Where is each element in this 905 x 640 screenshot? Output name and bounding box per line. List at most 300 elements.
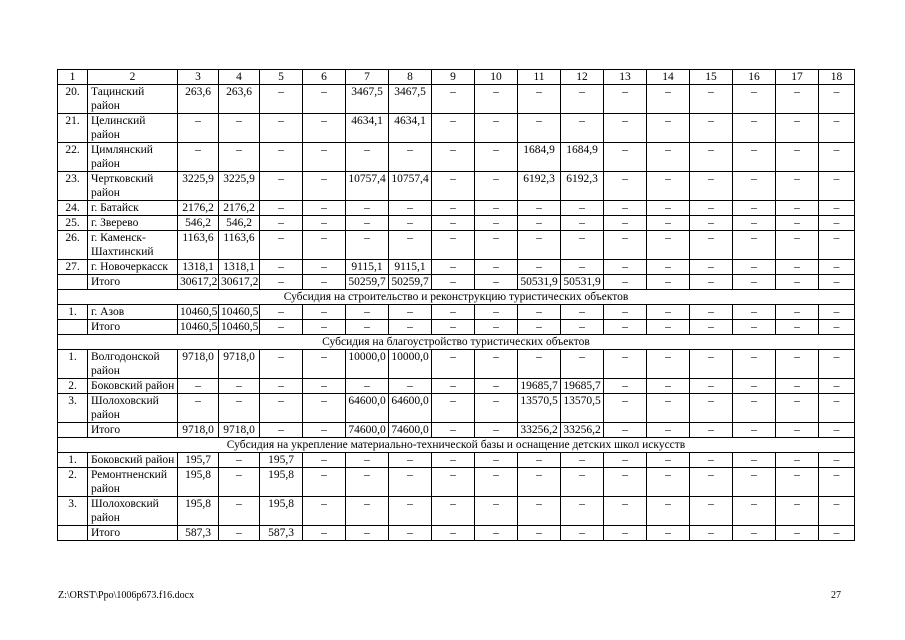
value-cell: 3467,5	[389, 85, 432, 114]
value-cell: –	[690, 468, 733, 497]
value-cell: –	[647, 172, 690, 201]
row-number: 2.	[58, 468, 88, 497]
value-cell: –	[733, 172, 776, 201]
row-number: 22.	[58, 143, 88, 172]
value-cell: –	[389, 453, 432, 468]
row-number: 20.	[58, 85, 88, 114]
value-cell: –	[432, 260, 475, 275]
value-cell: –	[561, 216, 604, 231]
value-cell: –	[260, 275, 303, 290]
row-number: 27.	[58, 260, 88, 275]
value-cell: –	[346, 468, 389, 497]
value-cell: –	[604, 320, 647, 335]
municipality-name: Итого	[88, 526, 178, 541]
value-cell: 50259,7	[389, 275, 432, 290]
value-cell: –	[219, 497, 260, 526]
header-cell: 9	[432, 70, 475, 85]
value-cell: 9718,0	[219, 423, 260, 438]
value-cell: –	[604, 379, 647, 394]
value-cell: –	[475, 350, 518, 379]
header-cell: 4	[219, 70, 260, 85]
value-cell: –	[561, 201, 604, 216]
value-cell: –	[776, 172, 819, 201]
value-cell: –	[518, 320, 561, 335]
value-cell: 30617,2	[219, 275, 260, 290]
row-number: 26.	[58, 231, 88, 260]
value-cell: 195,8	[178, 497, 219, 526]
value-cell: –	[178, 143, 219, 172]
value-cell: –	[690, 201, 733, 216]
value-cell: –	[690, 497, 733, 526]
value-cell: 13570,5	[518, 394, 561, 423]
header-cell: 13	[604, 70, 647, 85]
header-cell: 17	[776, 70, 819, 85]
value-cell: –	[733, 275, 776, 290]
municipality-name: Волгодонской район	[88, 350, 178, 379]
value-cell: –	[819, 85, 855, 114]
value-cell: –	[432, 526, 475, 541]
value-cell: –	[303, 497, 346, 526]
value-cell: 195,8	[260, 497, 303, 526]
value-cell: –	[776, 260, 819, 275]
row-number: 25.	[58, 216, 88, 231]
value-cell: –	[475, 143, 518, 172]
value-cell: –	[518, 497, 561, 526]
value-cell: 587,3	[260, 526, 303, 541]
value-cell: –	[346, 526, 389, 541]
value-cell: –	[303, 275, 346, 290]
municipality-name: Шолоховский район	[88, 394, 178, 423]
value-cell: –	[561, 305, 604, 320]
value-cell: –	[219, 114, 260, 143]
row-number	[58, 275, 88, 290]
value-cell: –	[303, 394, 346, 423]
value-cell: 195,7	[178, 453, 219, 468]
value-cell: –	[518, 468, 561, 497]
value-cell: –	[346, 305, 389, 320]
value-cell: –	[432, 423, 475, 438]
value-cell: –	[475, 526, 518, 541]
value-cell: 9115,1	[389, 260, 432, 275]
table-row	[58, 350, 855, 379]
header-row	[58, 70, 855, 85]
value-cell: –	[219, 526, 260, 541]
value-cell: –	[561, 453, 604, 468]
value-cell: –	[260, 305, 303, 320]
footer-file-path: Z:\ORST\Ppo\1006p673.f16.docx	[58, 590, 195, 601]
value-cell: –	[432, 379, 475, 394]
value-cell: –	[819, 453, 855, 468]
value-cell: 263,6	[178, 85, 219, 114]
value-cell: –	[819, 423, 855, 438]
value-cell: –	[475, 320, 518, 335]
section-header-row	[58, 335, 855, 350]
table-row	[58, 453, 855, 468]
value-cell: 263,6	[219, 85, 260, 114]
table-row	[58, 85, 855, 114]
value-cell: –	[733, 260, 776, 275]
value-cell: –	[776, 231, 819, 260]
header-cell: 18	[819, 70, 855, 85]
header-cell: 12	[561, 70, 604, 85]
section-header-row	[58, 438, 855, 453]
value-cell: –	[604, 350, 647, 379]
value-cell: 10000,0	[389, 350, 432, 379]
value-cell: –	[475, 497, 518, 526]
value-cell: –	[475, 468, 518, 497]
value-cell: –	[819, 275, 855, 290]
value-cell: –	[475, 305, 518, 320]
value-cell: 64600,0	[346, 394, 389, 423]
value-cell: –	[819, 114, 855, 143]
value-cell: –	[819, 497, 855, 526]
value-cell: –	[303, 350, 346, 379]
value-cell: –	[776, 305, 819, 320]
section-title: Субсидия на благоустройство туристических объектов	[58, 335, 855, 350]
value-cell: –	[475, 453, 518, 468]
value-cell: –	[219, 379, 260, 394]
municipality-name: Тацинский район	[88, 85, 178, 114]
value-cell: –	[690, 394, 733, 423]
value-cell: –	[303, 172, 346, 201]
value-cell: –	[647, 85, 690, 114]
value-cell: –	[819, 394, 855, 423]
value-cell: 10460,5	[219, 305, 260, 320]
value-cell: –	[776, 497, 819, 526]
value-cell: 9718,0	[178, 350, 219, 379]
municipality-name: Целинский район	[88, 114, 178, 143]
value-cell: 3225,9	[178, 172, 219, 201]
municipality-name: Цимлянский район	[88, 143, 178, 172]
value-cell: –	[389, 379, 432, 394]
value-cell: –	[303, 231, 346, 260]
value-cell: –	[346, 453, 389, 468]
value-cell: –	[647, 320, 690, 335]
value-cell: 1163,6	[219, 231, 260, 260]
value-cell: –	[690, 526, 733, 541]
value-cell: –	[303, 201, 346, 216]
value-cell: –	[178, 379, 219, 394]
value-cell: 9718,0	[178, 423, 219, 438]
value-cell: –	[647, 453, 690, 468]
value-cell: –	[604, 114, 647, 143]
value-cell: –	[260, 260, 303, 275]
value-cell: –	[690, 85, 733, 114]
municipality-name: Ремонтненский район	[88, 468, 178, 497]
value-cell: –	[219, 394, 260, 423]
value-cell: –	[518, 305, 561, 320]
header-cell: 2	[88, 70, 178, 85]
value-cell: –	[475, 201, 518, 216]
municipality-name: Боковский район	[88, 453, 178, 468]
value-cell: –	[776, 423, 819, 438]
value-cell: –	[303, 526, 346, 541]
value-cell: –	[219, 453, 260, 468]
value-cell: 3467,5	[346, 85, 389, 114]
value-cell: –	[346, 216, 389, 231]
value-cell: –	[690, 305, 733, 320]
value-cell: –	[690, 320, 733, 335]
value-cell: –	[776, 114, 819, 143]
value-cell: –	[561, 260, 604, 275]
value-cell: –	[518, 453, 561, 468]
value-cell: 195,7	[260, 453, 303, 468]
value-cell: –	[303, 143, 346, 172]
value-cell: –	[432, 275, 475, 290]
value-cell: –	[776, 201, 819, 216]
value-cell: –	[819, 201, 855, 216]
value-cell: –	[346, 201, 389, 216]
value-cell: –	[432, 143, 475, 172]
value-cell: –	[518, 201, 561, 216]
header-cell: 10	[475, 70, 518, 85]
value-cell: –	[819, 305, 855, 320]
value-cell: –	[518, 526, 561, 541]
value-cell: –	[303, 453, 346, 468]
value-cell: –	[604, 260, 647, 275]
value-cell: 10000,0	[346, 350, 389, 379]
municipality-name: Чертковский район	[88, 172, 178, 201]
value-cell: 2176,2	[178, 201, 219, 216]
value-cell: –	[432, 231, 475, 260]
value-cell: –	[776, 453, 819, 468]
value-cell: –	[219, 468, 260, 497]
value-cell: –	[219, 143, 260, 172]
value-cell: –	[690, 350, 733, 379]
value-cell: –	[178, 394, 219, 423]
value-cell: 2176,2	[219, 201, 260, 216]
value-cell: –	[260, 423, 303, 438]
value-cell: 587,3	[178, 526, 219, 541]
value-cell: –	[346, 143, 389, 172]
value-cell: 4634,1	[346, 114, 389, 143]
value-cell: –	[260, 143, 303, 172]
value-cell: –	[733, 143, 776, 172]
value-cell: –	[561, 350, 604, 379]
value-cell: –	[776, 379, 819, 394]
value-cell: 1318,1	[219, 260, 260, 275]
value-cell: –	[733, 305, 776, 320]
value-cell: –	[432, 305, 475, 320]
value-cell: –	[819, 143, 855, 172]
value-cell: –	[518, 85, 561, 114]
municipality-name: Итого	[88, 423, 178, 438]
value-cell: –	[733, 468, 776, 497]
value-cell: 3225,9	[219, 172, 260, 201]
value-cell: –	[475, 379, 518, 394]
value-cell: 19685,7	[561, 379, 604, 394]
value-cell: –	[690, 379, 733, 394]
table-row	[58, 231, 855, 260]
value-cell: –	[604, 172, 647, 201]
value-cell: –	[647, 143, 690, 172]
header-cell: 3	[178, 70, 219, 85]
footer-page-number: 27	[831, 590, 841, 601]
value-cell: –	[346, 379, 389, 394]
value-cell: 50531,9	[518, 275, 561, 290]
value-cell: –	[776, 85, 819, 114]
value-cell: –	[432, 320, 475, 335]
row-number: 21.	[58, 114, 88, 143]
value-cell: –	[389, 526, 432, 541]
value-cell: 1318,1	[178, 260, 219, 275]
value-cell: 30617,2	[178, 275, 219, 290]
table-row	[58, 172, 855, 201]
value-cell: 9115,1	[346, 260, 389, 275]
value-cell: –	[260, 216, 303, 231]
value-cell: –	[432, 216, 475, 231]
value-cell: –	[733, 201, 776, 216]
value-cell: –	[260, 114, 303, 143]
value-cell: –	[647, 526, 690, 541]
table-row	[58, 201, 855, 216]
value-cell: –	[518, 114, 561, 143]
value-cell: –	[475, 85, 518, 114]
value-cell: –	[604, 201, 647, 216]
value-cell: 33256,2	[518, 423, 561, 438]
value-cell: –	[604, 85, 647, 114]
municipality-name: г. Новочеркасск	[88, 260, 178, 275]
value-cell: –	[647, 305, 690, 320]
row-number: 1.	[58, 453, 88, 468]
value-cell: –	[819, 172, 855, 201]
value-cell: –	[389, 231, 432, 260]
table-row	[58, 260, 855, 275]
value-cell: –	[260, 350, 303, 379]
value-cell: –	[647, 260, 690, 275]
row-number: 3.	[58, 497, 88, 526]
value-cell: –	[432, 201, 475, 216]
value-cell: –	[776, 468, 819, 497]
value-cell: 546,2	[219, 216, 260, 231]
value-cell: –	[389, 320, 432, 335]
value-cell: –	[733, 216, 776, 231]
municipality-name: Итого	[88, 320, 178, 335]
value-cell: 1163,6	[178, 231, 219, 260]
section-title: Субсидия на строительство и реконструкцию туристических объектов	[58, 290, 855, 305]
value-cell: –	[819, 350, 855, 379]
table-row	[58, 468, 855, 497]
value-cell: –	[475, 275, 518, 290]
row-number	[58, 320, 88, 335]
value-cell: 10460,5	[219, 320, 260, 335]
header-cell: 1	[58, 70, 88, 85]
value-cell: –	[303, 114, 346, 143]
value-cell: –	[346, 320, 389, 335]
header-cell: 7	[346, 70, 389, 85]
value-cell: –	[561, 526, 604, 541]
value-cell: –	[346, 231, 389, 260]
table-row	[58, 143, 855, 172]
total-row	[58, 423, 855, 438]
value-cell: –	[733, 526, 776, 541]
value-cell: –	[303, 423, 346, 438]
total-row	[58, 526, 855, 541]
value-cell: –	[690, 172, 733, 201]
value-cell: –	[647, 231, 690, 260]
value-cell: –	[604, 497, 647, 526]
row-number	[58, 526, 88, 541]
value-cell: –	[604, 275, 647, 290]
value-cell: 19685,7	[518, 379, 561, 394]
municipality-name: г. Зверево	[88, 216, 178, 231]
header-cell: 6	[303, 70, 346, 85]
value-cell: –	[432, 453, 475, 468]
municipality-name: г. Азов	[88, 305, 178, 320]
value-cell: –	[690, 275, 733, 290]
value-cell: 10460,5	[178, 305, 219, 320]
value-cell: –	[475, 423, 518, 438]
row-number: 3.	[58, 394, 88, 423]
value-cell: –	[776, 143, 819, 172]
total-row	[58, 275, 855, 290]
value-cell: –	[776, 394, 819, 423]
value-cell: –	[432, 468, 475, 497]
value-cell: –	[733, 453, 776, 468]
value-cell: –	[776, 320, 819, 335]
value-cell: –	[604, 231, 647, 260]
value-cell: –	[819, 260, 855, 275]
value-cell: –	[690, 423, 733, 438]
municipality-name: Итого	[88, 275, 178, 290]
value-cell: –	[647, 379, 690, 394]
value-cell: –	[518, 231, 561, 260]
municipality-name: Боковский район	[88, 379, 178, 394]
value-cell: –	[389, 305, 432, 320]
value-cell: –	[604, 468, 647, 497]
value-cell: –	[776, 526, 819, 541]
value-cell: 6192,3	[518, 172, 561, 201]
value-cell: 13570,5	[561, 394, 604, 423]
value-cell: –	[647, 275, 690, 290]
header-cell: 15	[690, 70, 733, 85]
value-cell: –	[303, 85, 346, 114]
value-cell: 546,2	[178, 216, 219, 231]
value-cell: –	[303, 216, 346, 231]
table-row	[58, 394, 855, 423]
value-cell: –	[389, 216, 432, 231]
value-cell: –	[647, 394, 690, 423]
value-cell: –	[561, 320, 604, 335]
value-cell: –	[432, 497, 475, 526]
subsidy-table	[57, 69, 855, 541]
value-cell: –	[260, 85, 303, 114]
value-cell: –	[733, 114, 776, 143]
table-row	[58, 497, 855, 526]
value-cell: –	[690, 231, 733, 260]
value-cell: –	[561, 468, 604, 497]
value-cell: –	[475, 231, 518, 260]
value-cell: –	[389, 201, 432, 216]
value-cell: –	[690, 260, 733, 275]
header-cell: 14	[647, 70, 690, 85]
value-cell: 50531,9	[561, 275, 604, 290]
value-cell: –	[475, 216, 518, 231]
table-row	[58, 114, 855, 143]
value-cell: –	[733, 350, 776, 379]
value-cell: –	[647, 497, 690, 526]
value-cell: –	[776, 350, 819, 379]
value-cell: –	[776, 216, 819, 231]
value-cell: –	[647, 350, 690, 379]
value-cell: –	[389, 468, 432, 497]
value-cell: –	[475, 260, 518, 275]
value-cell: 74600,0	[389, 423, 432, 438]
value-cell: 9718,0	[219, 350, 260, 379]
value-cell: –	[346, 497, 389, 526]
value-cell: –	[819, 320, 855, 335]
value-cell: –	[389, 143, 432, 172]
